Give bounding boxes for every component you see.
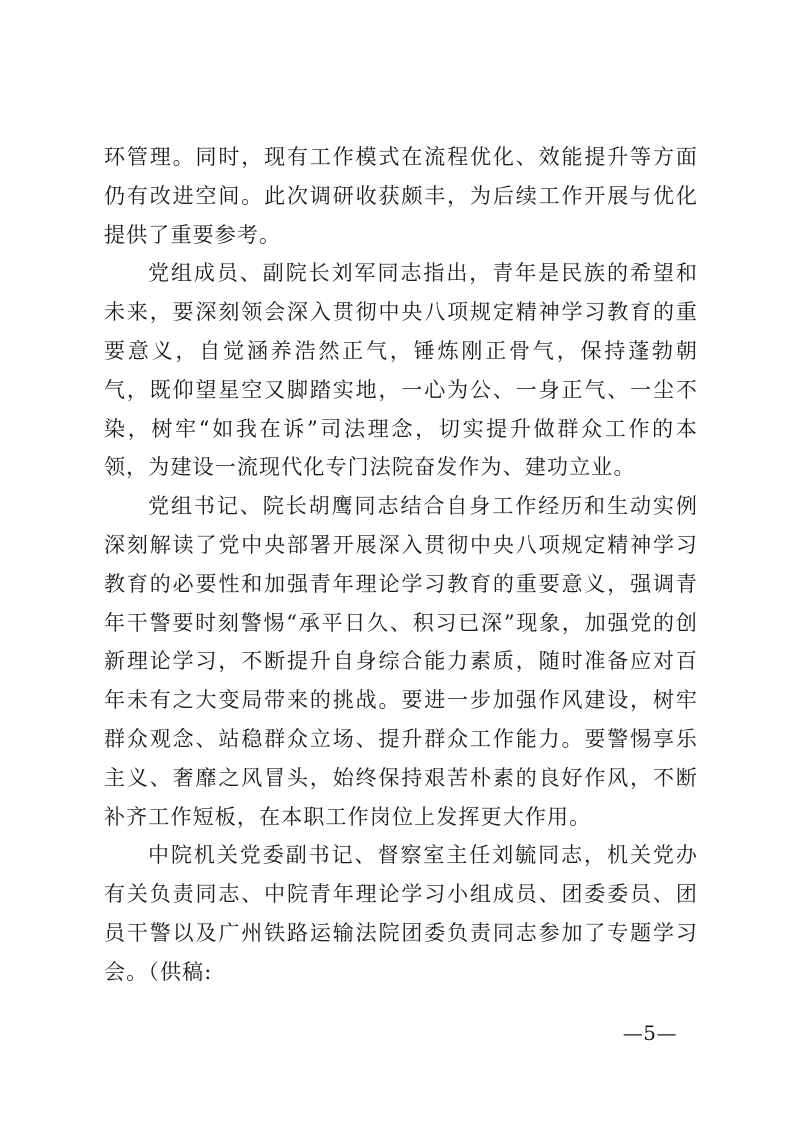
paragraph-liu-jun: 党组成员、副院长刘军同志指出，青年是民族的希望和未来，要深刻领会深入贯彻中央八项规定精神学习教育的重要意义，自觉涵养浩然正气，锤炼刚正骨气，保持蓬勃朝气，既仰望星空又脚踏实地，一心为公、一身正气、一尘不染，树牢“如我在诉”司法理念，切实提升做群众工作的本领，为建设一流现代化专门法院奋发作为、建功立业。 bbox=[104, 261, 698, 480]
page-number: —5— bbox=[622, 1021, 677, 1045]
paragraph-attendees: 中院机关党委副书记、督察室主任刘毓同志，机关党办有关负责同志、中院青年理论学习小组成员、团委委员、团员干警以及广州铁路运输法院团委负责同志参加了专题学习会。（供稿: bbox=[104, 843, 698, 984]
paragraph-continuation: 环管理。同时，现有工作模式在流程优化、效能提升等方面仍有改进空间。此次调研收获颇丰，为后续工作开展与优化提供了重要参考。 bbox=[104, 145, 698, 247]
body-text bbox=[104, 138, 698, 992]
paragraph-hu-ying: 党组书记、院长胡鹰同志结合自身工作经历和生动实例深刻解读了党中央部署开展深入贯彻中央八项规定精神学习教育的必要性和加强青年理论学习教育的重要意义，强调青年干警要时刻警惕“承平日久、积习已深”现象，加强党的创新理论学习，不断提升自身综合能力素质，随时准备应对百年未有之大变局带来的挑战。要进一步加强作风建设，树牢群众观念、站稳群众立场、提升群众工作能力。要警惕享乐主义、奢靡之风冒头，始终保持艰苦朴素的良好作风，不断补齐工作短板，在本职工作岗位上发挥更大作用。 bbox=[104, 494, 698, 829]
